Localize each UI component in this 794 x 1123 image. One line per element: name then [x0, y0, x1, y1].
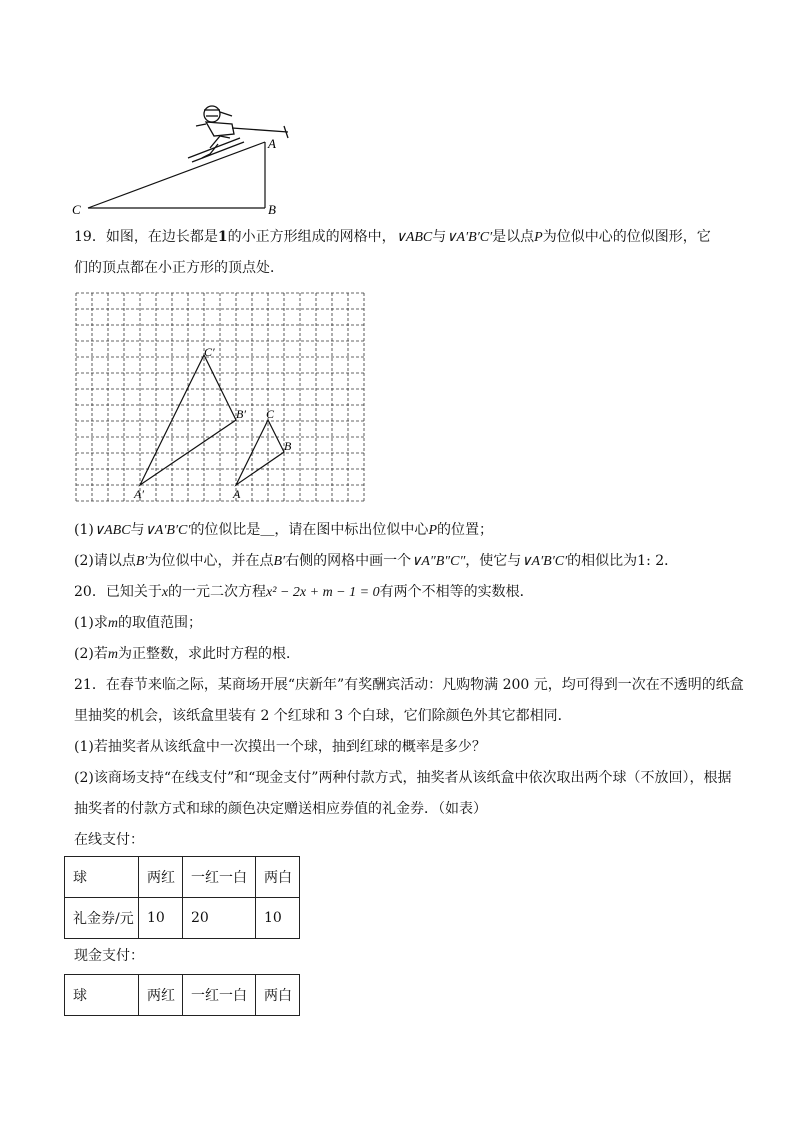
skier-slope-figure: [60, 98, 310, 220]
table-row: [65, 898, 300, 939]
label-c: C: [72, 202, 81, 217]
table-cell: 两白: [256, 975, 300, 1016]
label-b: B: [268, 202, 276, 217]
table-cell: 礼金券/元: [65, 898, 139, 939]
online-payment-table: [64, 856, 300, 939]
label-c-prime: C′: [204, 345, 215, 359]
q19-grid-figure: [70, 290, 370, 505]
table-cell: 两红: [139, 975, 183, 1016]
table-cell: 20: [183, 898, 256, 939]
table-row: [65, 857, 300, 898]
q21-line1: 21．在春节来临之际，某商场开展“庆新年”有奖酬宾活动：凡购物满 200 元，均可得到一次在不透明的纸盒: [74, 677, 744, 693]
label-b-prime: B′: [236, 407, 246, 421]
q19-sub2: (2)请以点B′为位似中心，并在点B′右侧的网格中画一个∨A″B″C″，使它与∨A′B′C′的相似比为1: 2．: [74, 553, 679, 569]
q19-line2: 们的顶点都在小正方形的顶点处．: [74, 260, 284, 276]
label-a: A: [268, 136, 276, 151]
cash-payment-table: [64, 974, 300, 1016]
table-cell: 一红一白: [183, 857, 256, 898]
q20-equation: x² − 2x + m − 1 = 0: [266, 585, 380, 600]
q21-sub2-line1: (2)该商场支持“在线支付”和“现金支付”两种付款方式，抽奖者从该纸盒中依次取出两个球（不放回），根据: [74, 770, 732, 786]
table-cell: 球: [65, 975, 139, 1016]
online-payment-label: 在线支付：: [74, 832, 144, 848]
table-cell: 一红一白: [183, 975, 256, 1016]
label-a-prime: A′: [134, 487, 144, 501]
q19-line1: 19．如图，在边长都是1的小正方形组成的网格中，∨ABC与∨A′B′C′是以点P为位似中心的位似图形，它: [74, 229, 711, 245]
q20-sub1: (1)求m的取值范围；: [74, 615, 202, 631]
label-b-small: B: [284, 439, 292, 453]
q20-sub2: (2)若m为正整数，求此时方程的根．: [74, 646, 300, 662]
label-a-small: A: [233, 487, 241, 501]
q19-sub1: (1)∨ABC与∨A′B′C′的位似比是＿，请在图中标出位似中心P的位置；: [74, 522, 493, 538]
label-c-small: C: [266, 407, 275, 421]
triangle-abc: [236, 420, 284, 485]
table-cell: 10: [256, 898, 300, 939]
q20-line1: 20．已知关于x的一元二次方程x² − 2x + m − 1 = 0有两个不相等的实数根．: [74, 584, 534, 600]
q21-sub2-line2: 抽奖者的付款方式和球的颜色决定赠送相应券值的礼金券．（如表）: [74, 801, 487, 817]
table-cell: 两红: [139, 857, 183, 898]
table-cell: 10: [139, 898, 183, 939]
table-cell: 两白: [256, 857, 300, 898]
cash-payment-label: 现金支付：: [74, 948, 144, 964]
q21-line2: 里抽奖的机会，该纸盒里装有 2 个红球和 3 个白球，它们除颜色外其它都相同．: [74, 708, 572, 724]
table-row: [65, 975, 300, 1016]
skier-icon: [188, 106, 288, 162]
q21-sub1: (1)若抽奖者从该纸盒中一次摸出一个球，抽到红球的概率是多少？: [74, 739, 486, 755]
table-cell: 球: [65, 857, 139, 898]
slope-hypotenuse: [88, 142, 265, 208]
